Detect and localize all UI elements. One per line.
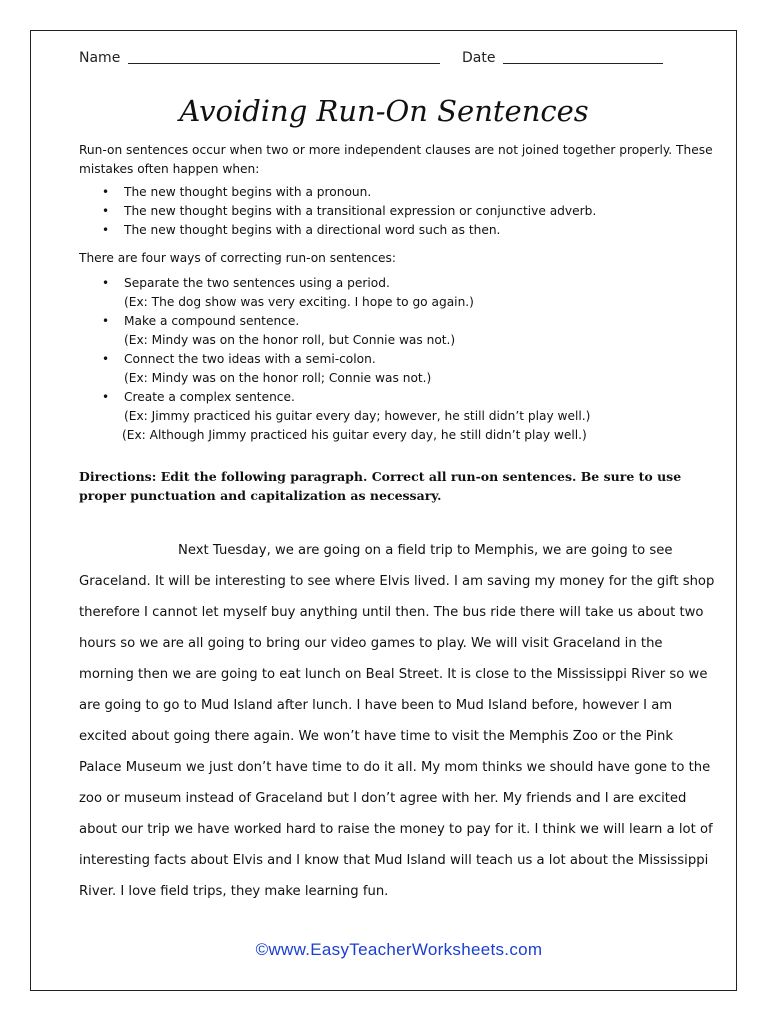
- paragraph-line: are going to go to Mud Island after lunch. I have been to Mud Island before, however I am: [79, 698, 673, 713]
- name-label: Name: [79, 50, 121, 66]
- list-item: [102, 274, 590, 309]
- ways-list: [102, 274, 591, 442]
- paragraph-line: River. I love field trips, they make learning fun.: [79, 884, 389, 899]
- list-item: • The new thought begins with a directional word such as then.: [102, 221, 596, 240]
- way-label: • Make a compound sentence.: [124, 314, 300, 328]
- paragraph-line: excited about going there again. We won’t have time to visit the Memphis Zoo or the Pink: [79, 729, 673, 744]
- way-example: (Ex: Jimmy practiced his guitar every day; however, he still didn’t play well.): [124, 409, 591, 423]
- footer-link[interactable]: ©www.EasyTeacherWorksheets.com: [255, 940, 543, 959]
- list-item: [102, 312, 590, 347]
- date-blank: [503, 51, 663, 64]
- date-label: Date: [462, 50, 496, 66]
- way-example: (Ex: The dog show was very exciting. I hope to go again.): [124, 295, 474, 309]
- paragraph-line: Graceland. It will be interesting to see where Elvis lived. I am saving my money for the gift shop: [79, 574, 715, 589]
- way-example: (Ex: Mindy was on the honor roll; Connie was not.): [124, 371, 432, 385]
- way-label: • Create a complex sentence.: [124, 390, 295, 404]
- paragraph-line: interesting facts about Elvis and I know that Mud Island will teach us a lot about the Mississippi: [79, 853, 709, 868]
- way-example: (Ex: Although Jimmy practiced his guitar every day, he still didn’t play well.): [122, 428, 587, 442]
- paragraph-line: Next Tuesday, we are going on a field trip to Memphis, we are going to see: [178, 543, 673, 558]
- page-title: Avoiding Run-On Sentences: [179, 94, 589, 128]
- directions-line: Directions: Edit the following paragraph. Correct all run-on sentences. Be sure to use: [79, 469, 682, 484]
- list-item: • The new thought begins with a pronoun.: [102, 183, 596, 202]
- paragraph-line: about our trip we have worked hard to raise the money to pay for it. I think we will learn a lot of: [79, 822, 713, 837]
- list-item: [102, 388, 591, 442]
- date-field: [462, 50, 663, 66]
- directions-line: proper punctuation and capitalization as necessary.: [79, 488, 442, 503]
- paragraph-line: hours so we are all going to bring our video games to play. We will visit Graceland in the: [79, 636, 663, 651]
- list-item: [102, 350, 590, 385]
- way-label: • Connect the two ideas with a semi-colon.: [124, 352, 376, 366]
- list-item: • The new thought begins with a transitional expression or conjunctive adverb.: [102, 202, 596, 221]
- edit-paragraph: [79, 541, 719, 913]
- name-blank: [128, 51, 440, 64]
- intro-line: Run-on sentences occur when two or more independent clauses are not joined together properly. These: [79, 143, 713, 157]
- directions: [79, 467, 709, 505]
- way-example: (Ex: Mindy was on the honor roll, but Connie was not.): [124, 333, 456, 347]
- way-label: • Separate the two sentences using a period.: [124, 276, 390, 290]
- intro-text: [79, 141, 713, 179]
- paragraph-line: therefore I cannot let myself buy anything until then. The bus ride there will take us about two: [79, 605, 704, 620]
- paragraph-line: zoo or museum instead of Graceland but I don’t agree with her. My friends and I are excited: [79, 791, 687, 806]
- name-field: [79, 50, 440, 66]
- paragraph-line: morning then we are going to eat lunch on Beal Street. It is close to the Mississippi River so we: [79, 667, 708, 682]
- intro-line: mistakes often happen when:: [79, 162, 260, 176]
- paragraph-line: Palace Museum we just don’t have time to do it all. My mom thinks we should have gone to the: [79, 760, 711, 775]
- causes-list: [102, 183, 596, 240]
- ways-intro: There are four ways of correcting run-on sentences:: [79, 251, 396, 265]
